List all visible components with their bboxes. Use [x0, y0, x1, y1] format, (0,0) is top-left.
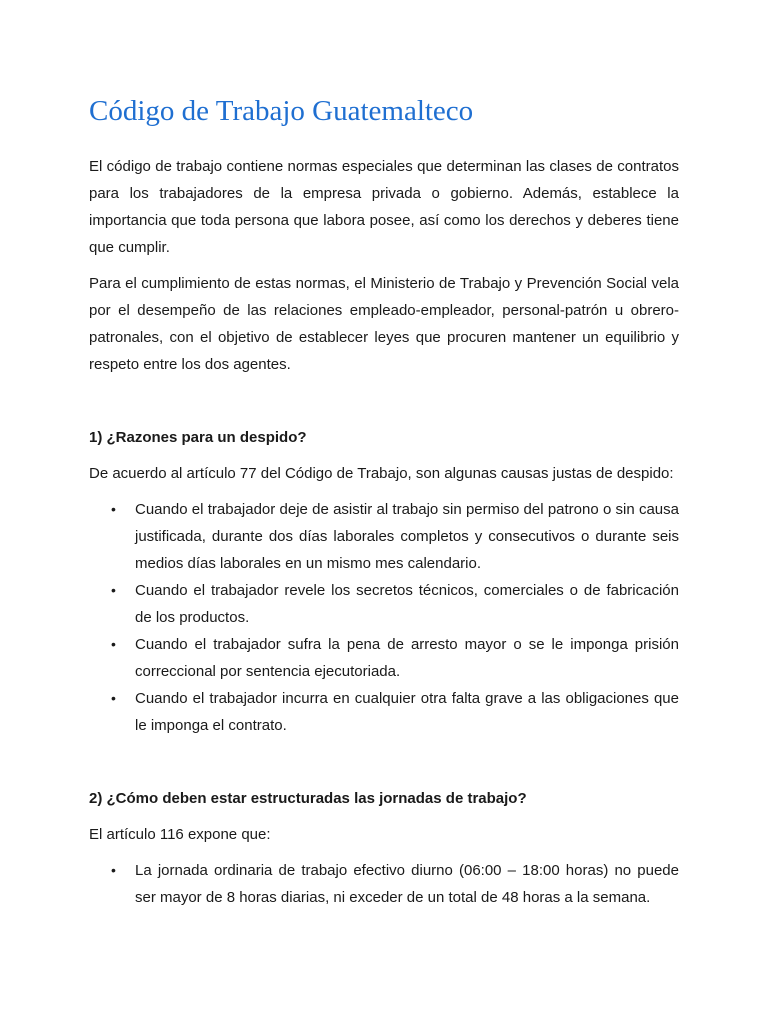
list-item-text: Cuando el trabajador deje de asistir al trabajo sin permiso del patrono o sin causa justificada, durante dos días laborales completos y consecutivos o durante seis medios días laborales en un mismo mes calendario.	[135, 501, 679, 572]
bullet-icon: •	[111, 582, 116, 598]
list-item	[111, 857, 679, 911]
section-lead-jornadas: El artículo 116 expone que:	[89, 826, 271, 843]
list-item	[111, 631, 679, 685]
section-heading-jornadas: 2) ¿Cómo deben estar estructuradas las jornadas de trabajo?	[89, 790, 527, 807]
intro-paragraph-1: El código de trabajo contiene normas especiales que determinan las clases de contratos para los trabajadores de la empresa privada o gobierno. Además, establece la importancia que toda persona que labora posee, así como los derechos y deberes tiene que cumplir.	[89, 158, 679, 256]
bullet-list-despido	[89, 496, 679, 739]
section-lead-despido: De acuerdo al artículo 77 del Código de Trabajo, son algunas causas justas de despido:	[89, 465, 674, 482]
bullet-icon: •	[111, 501, 116, 517]
intro-paragraph-2: Para el cumplimiento de estas normas, el Ministerio de Trabajo y Prevención Social vela por el desempeño de las relaciones empleado-empleador, personal-patrón u obrero-patronales, con el objetivo de establecer leyes que procuren mantener un equilibrio y respeto entre los dos agentes.	[89, 275, 679, 373]
list-item-text: Cuando el trabajador revele los secretos técnicos, comerciales o de fabricación de los productos.	[135, 582, 679, 626]
bullet-icon: •	[111, 862, 116, 878]
list-item-text: La jornada ordinaria de trabajo efectivo diurno (06:00 – 18:00 horas) no puede ser mayor de 8 horas diarias, ni exceder de un total de 48 horas a la semana.	[135, 862, 679, 906]
bullet-icon: •	[111, 690, 116, 706]
list-item	[111, 577, 679, 631]
list-item	[111, 496, 679, 577]
section-heading-despido: 1) ¿Razones para un despido?	[89, 429, 307, 446]
list-item-text: Cuando el trabajador incurra en cualquier otra falta grave a las obligaciones que le imponga el contrato.	[135, 690, 679, 734]
list-item-text: Cuando el trabajador sufra la pena de arresto mayor o se le imponga prisión correccional por sentencia ejecutoriada.	[135, 636, 679, 680]
bullet-icon: •	[111, 636, 116, 652]
list-item	[111, 685, 679, 739]
document-title: Código de Trabajo Guatemalteco	[89, 95, 474, 127]
bullet-list-jornadas	[89, 857, 679, 911]
document-page	[89, 0, 679, 911]
